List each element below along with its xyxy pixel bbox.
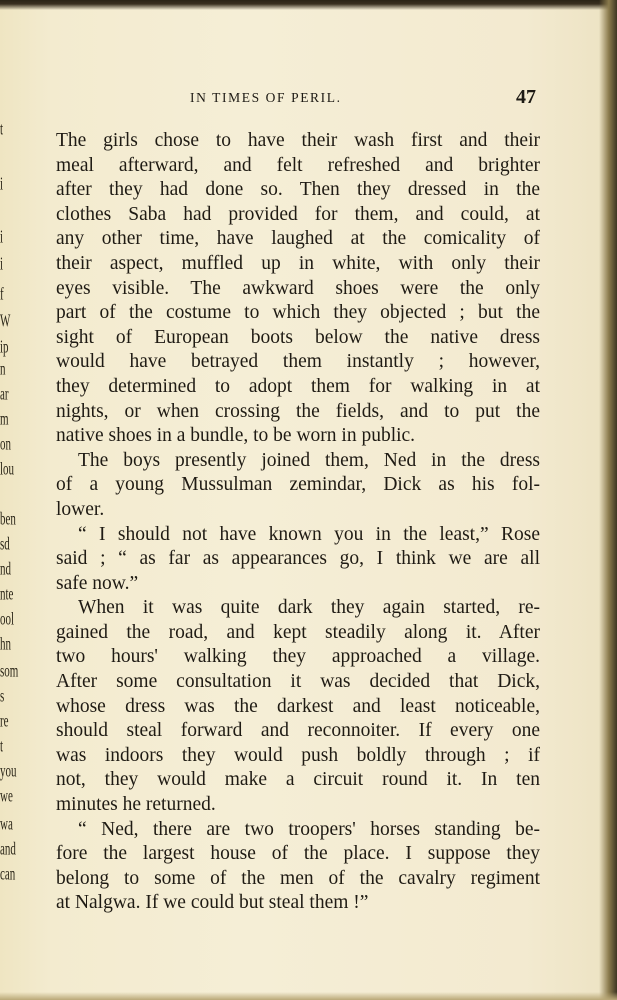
text-line: safe now.” [56, 572, 139, 594]
text-line: When it was quite dark they again started, re- [78, 597, 540, 619]
text-line: part of the costume to which they objected ; but the [56, 302, 540, 324]
gutter-fragment: and [0, 840, 16, 860]
gutter-fragment: wa [0, 815, 13, 835]
text-line: eyes visible. The awkward shoes were the only [56, 277, 540, 299]
text-line: gained the road, and kept steadily along it. After [56, 621, 540, 643]
gutter-fragment: i [0, 175, 4, 195]
text-line: After some consultation it was decided that Dick, [56, 671, 540, 693]
text-line: The girls chose to have their wash first and their [56, 130, 540, 151]
gutter-fragment: ool [0, 610, 15, 630]
gutter-fragment: hn [0, 635, 11, 655]
gutter-fragment: t [0, 120, 4, 140]
gutter-fragment: s [0, 687, 5, 707]
text-line: their aspect, muffled up in white, with only their [56, 252, 540, 274]
gutter-fragment: you [0, 762, 17, 782]
gutter-fragment: i [0, 228, 4, 248]
page-header [190, 86, 546, 110]
text-line: said ; “ as far as appearances go, I think we are all [56, 548, 540, 570]
text-line: clothes Saba had provided for them, and could, at [56, 203, 540, 225]
text-line: two hours' walking they approached a village. [56, 646, 540, 668]
gutter-fragment: n [0, 360, 6, 380]
page-number: 47 [516, 86, 536, 108]
text-line: sight of European boots below the native dress [56, 326, 540, 348]
gutter-fragment: ip [0, 338, 9, 358]
text-line: they determined to adopt them for walking in at [56, 375, 540, 397]
text-line: lower. [56, 498, 105, 520]
facing-page-gutter [0, 120, 20, 900]
text-line: meal afterward, and felt refreshed and brighter [56, 154, 540, 176]
page-right-edge [599, 0, 617, 1000]
gutter-fragment: re [0, 712, 9, 732]
gutter-fragment: som [0, 662, 19, 682]
text-line: at Nalgwa. If we could but steal them !” [56, 892, 369, 914]
text-line: nights, or when crossing the fields, and to put the [56, 400, 540, 422]
gutter-fragment: can [0, 865, 16, 885]
text-line: not, they would make a circuit round it. In ten [56, 769, 540, 791]
page-top-edge [0, 0, 617, 10]
running-head: IN TIMES OF PERIL. [190, 90, 342, 105]
gutter-fragment: lou [0, 460, 15, 480]
text-line: minutes he returned. [56, 794, 216, 816]
text-line: fore the largest house of the place. I suppose they [56, 843, 540, 865]
gutter-fragment: sd [0, 535, 10, 555]
text-line: The boys presently joined them, Ned in the dress [78, 449, 540, 471]
text-line: “ Ned, there are two troopers' horses standing be- [78, 818, 540, 840]
gutter-fragment: W [0, 312, 11, 332]
gutter-fragment: m [0, 410, 9, 430]
gutter-fragment: f [0, 285, 4, 305]
text-line: “ I should not have known you in the least,” Rose [78, 523, 540, 545]
text-line: whose dress was the darkest and least noticeable, [56, 695, 540, 717]
body-text [56, 129, 540, 916]
gutter-fragment: on [0, 435, 11, 455]
gutter-fragment: we [0, 787, 13, 807]
text-line: belong to some of the men of the cavalry regiment [56, 867, 540, 889]
gutter-fragment: i [0, 255, 4, 275]
text-line: native shoes in a bundle, to be worn in public. [56, 425, 416, 447]
text-line: was indoors they would push boldly through ; if [56, 744, 540, 766]
text-line: after they had done so. Then they dressed in the [56, 179, 540, 201]
gutter-fragment: ar [0, 385, 9, 405]
page-bottom-edge [0, 992, 617, 1000]
text-line: would have betrayed them instantly ; however, [56, 351, 540, 373]
gutter-fragment: nte [0, 585, 14, 605]
gutter-fragment: nd [0, 560, 11, 580]
gutter-fragment: ben [0, 510, 16, 530]
text-line: of a young Mussulman zemindar, Dick as his fol- [56, 474, 540, 496]
text-line: any other time, have laughed at the comicality of [56, 228, 540, 250]
gutter-fragment: t [0, 737, 4, 757]
text-line: should steal forward and reconnoiter. If every one [56, 720, 540, 742]
